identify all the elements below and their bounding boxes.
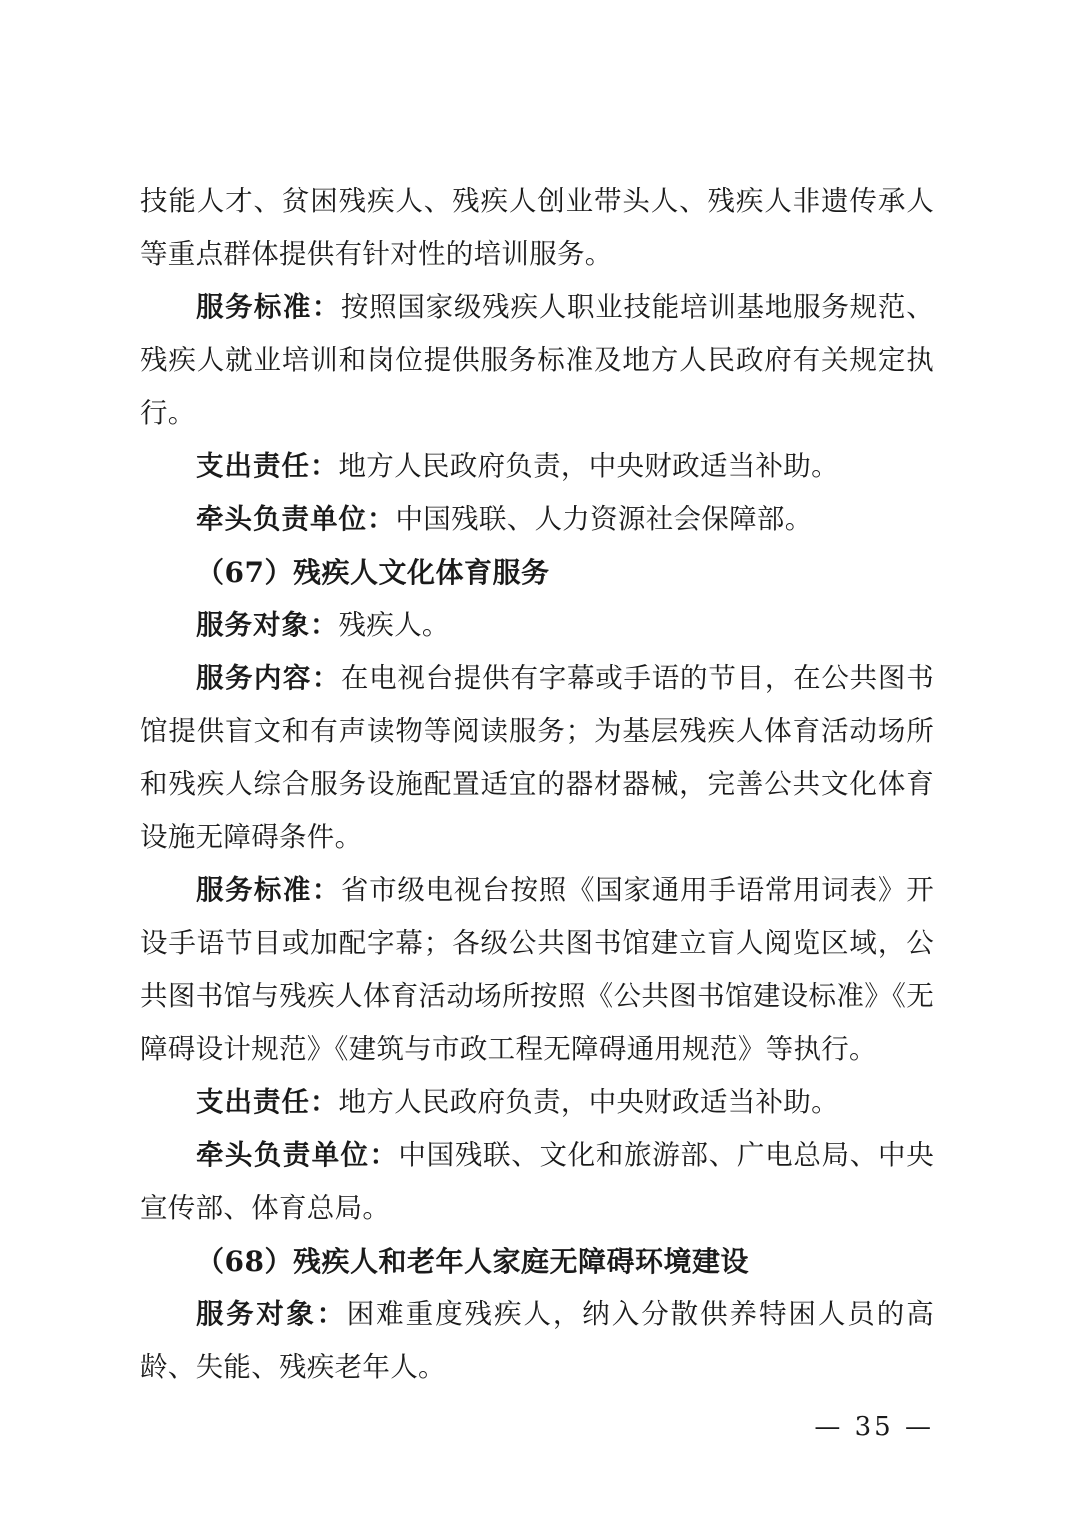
label-service-target-68: 服务对象： [196,1298,347,1330]
section-heading-68: （68）残疾人和老年人家庭无障碍环境建设 [196,1245,749,1278]
page-number: — 35 — [814,1412,934,1442]
text-service-target: 残疾人。 [338,609,450,641]
text-lead-unit: 中国残联、人力资源社会保障部。 [395,503,813,535]
paragraph-service-target-67 [140,599,934,652]
paragraph-service-content-67 [140,652,934,864]
label-expenditure-responsibility-67: 支出责任： [196,1086,339,1118]
section-heading-67: （67）残疾人文化体育服务 [196,556,550,589]
label-expenditure-responsibility: 支出责任： [196,450,339,482]
text-service-target-68: 困难重度残疾人，纳入分散供养特困人员的高龄、失能、残疾老年人。 [140,1298,935,1383]
paragraph-expenditure-responsibility-67 [140,1076,934,1129]
label-lead-unit-67: 牵头负责单位： [196,1139,399,1171]
document-body [140,175,934,1394]
label-service-target: 服务对象： [196,609,339,641]
text-lead-unit-67: 中国残联、文化和旅游部、广电总局、中央宣传部、体育总局。 [140,1139,935,1224]
text-expenditure-responsibility-67: 地方人民政府负责，中央财政适当补助。 [338,1086,839,1118]
text-service-standard-67: 省市级电视台按照《国家通用手语常用词表》开设手语节目或加配字幕；各级公共图书馆建立盲人阅览区域，公共图书馆与残疾人体育活动场所按照《公共图书馆建设标准》《无障碍设计规范》《建筑与市政工程无障碍通用规范》等执行。 [140,874,934,1065]
label-lead-unit: 牵头负责单位： [196,503,396,535]
label-service-standard: 服务标准： [196,291,341,323]
label-service-standard-67: 服务标准： [196,874,341,906]
text-service-content: 在电视台提供有字幕或手语的节目，在公共图书馆提供盲文和有声读物等阅读服务；为基层残疾人体育活动场所和残疾人综合服务设施配置适宜的器材器械，完善公共文化体育设施无障碍条件。 [140,662,934,853]
paragraph-lead-unit-67 [140,1129,934,1235]
text-service-standard: 按照国家级残疾人职业技能培训基地服务规范、残疾人就业培训和岗位提供服务标准及地方人民政府有关规定执行。 [140,291,934,429]
paragraph-service-standard-67 [140,864,934,1076]
label-service-content: 服务内容： [196,662,341,694]
paragraph-lead-unit-1 [140,493,934,546]
paragraph-continuation: 技能人才、贫困残疾人、残疾人创业带头人、残疾人非遗传承人等重点群体提供有针对性的培训服务。 [140,185,934,270]
paragraph-service-target-68 [140,1288,934,1394]
text-expenditure-responsibility: 地方人民政府负责，中央财政适当补助。 [338,450,839,482]
paragraph-service-standard-1 [140,281,934,440]
paragraph-expenditure-responsibility-1 [140,440,934,493]
